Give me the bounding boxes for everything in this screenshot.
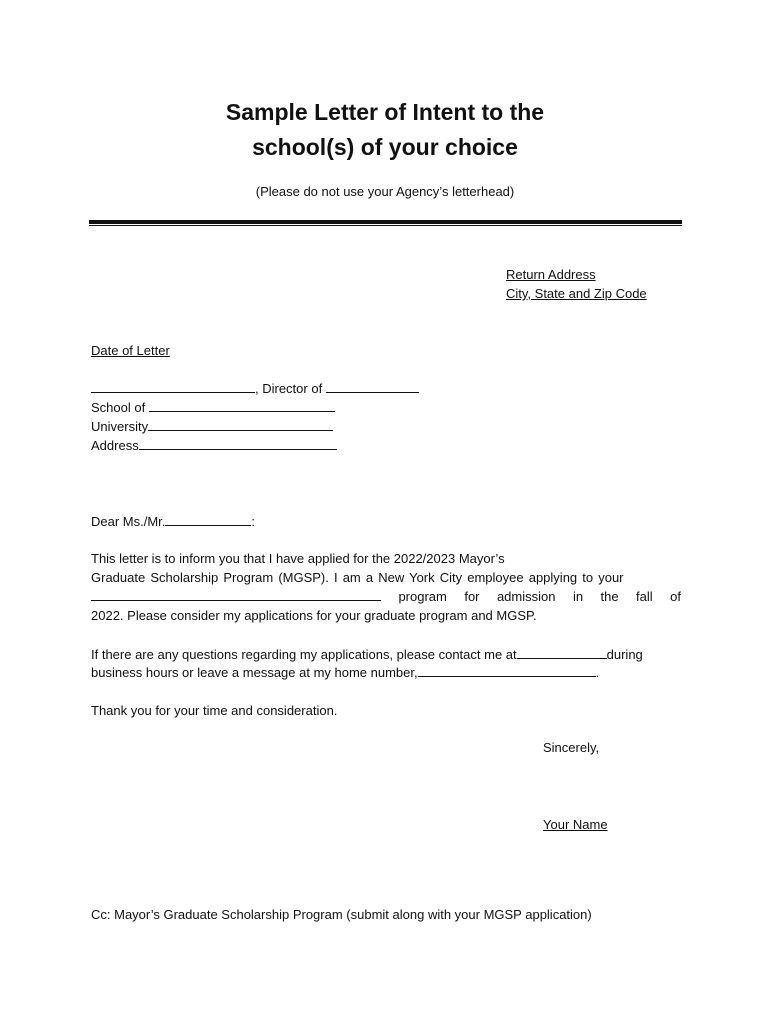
return-address: Return Address [506, 267, 596, 282]
address-label: Address [91, 438, 139, 453]
contact-text: If there are any questions regarding my applications, please contact me at [91, 647, 517, 662]
university-line [91, 417, 333, 436]
page-title-line2: school(s) of your choice [252, 134, 518, 160]
university-blank [148, 417, 333, 431]
salutation [91, 512, 255, 531]
cc-line: Cc: Mayor’s Graduate Scholarship Program (submit along with your MGSP application) [91, 907, 592, 922]
address-blank [139, 436, 337, 450]
page-title-line1: Sample Letter of Intent to the [225, 99, 545, 125]
p1-word: program [398, 589, 447, 604]
salutation-name-blank [165, 512, 251, 526]
university-label: University [91, 419, 149, 434]
closing: Sincerely, [543, 740, 600, 755]
date-of-letter: Date of Letter [91, 343, 170, 358]
home-number-text: business hours or leave a message at my home number, [91, 665, 418, 680]
paragraph1-line4: 2022. Please consider my applications for your graduate program and MGSP. [91, 608, 537, 623]
paragraph1-line1: This letter is to inform you that I have applied for the 2022/2023 Mayor’s [91, 551, 505, 566]
salutation-suffix: : [251, 514, 256, 529]
program-blank [91, 587, 381, 601]
header-divider-thin [89, 225, 682, 226]
p1-word: the [600, 589, 619, 604]
work-phone-blank [517, 645, 607, 659]
signature-name: Your Name [543, 817, 608, 832]
paragraph2-line2 [91, 663, 599, 682]
thank-you-text: Thank you for your time and consideration. [91, 703, 338, 718]
paragraph1-line2: Graduate Scholarship Program (MGSP). I am a New York City employee applying to your [91, 570, 624, 585]
p1-word: fall [636, 589, 653, 604]
school-of-label: School of [91, 400, 146, 415]
recipient-director-line [91, 379, 419, 398]
address-line [91, 436, 337, 455]
p1-word: for [464, 589, 480, 604]
subtitle: (Please do not use your Agency’s letterhead) [255, 184, 515, 199]
paragraph2-line1 [91, 645, 643, 664]
header-divider-thick [89, 220, 682, 224]
paragraph1-line3 [91, 587, 681, 606]
school-blank [149, 398, 335, 412]
p1-word: in [572, 589, 584, 604]
home-phone-blank [418, 663, 596, 677]
director-program-blank [326, 379, 419, 393]
city-state-zip: City, State and Zip Code [506, 286, 647, 301]
salutation-prefix: Dear Ms./Mr. [91, 514, 166, 529]
recipient-name-blank [91, 379, 255, 393]
p1-word: of [670, 589, 681, 604]
p1-word: admission [496, 589, 556, 604]
period-text: . [595, 665, 600, 680]
school-line [91, 398, 335, 417]
director-of-label: , Director of [255, 381, 323, 396]
during-text: during [606, 647, 643, 662]
